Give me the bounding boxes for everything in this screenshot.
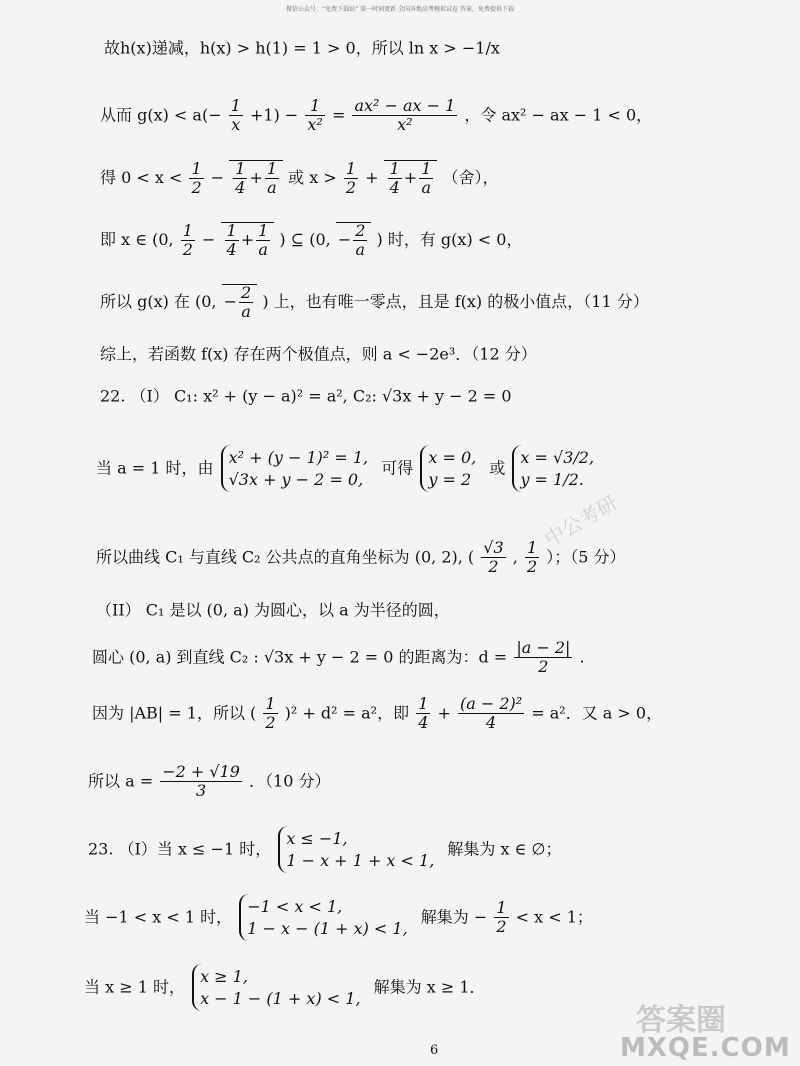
line-1: 故h(x)递减，h(x) > h(1) = 1 > 0，所以 ln x > −1/x bbox=[104, 38, 500, 58]
equation-system: x = √3/2, y = 1/2. bbox=[512, 445, 600, 492]
watermark-logo: 答案圈 bbox=[636, 1003, 726, 1038]
equation-system: −1 < x < 1, 1 − x − (1 + x) < 1, bbox=[239, 894, 413, 941]
line-14: 23. （I）当 x ≤ −1 时， x ≤ −1, 1 − x + 1 + x < 1, 解集为 x ∈ ∅； bbox=[88, 826, 561, 873]
line-10: （II） C₁ 是以 (0, a) 为圆心，以 a 为半径的圆， bbox=[96, 600, 450, 620]
header-note: 微信公众号：“免费下载站” 第一时间更新 全国各地高考模拟试卷 答案，免费提供下载 bbox=[286, 6, 514, 13]
sqrt: $\frac{1}{4}$ + $\frac{1}{a}$ bbox=[229, 160, 283, 196]
line-6: 综上，若函数 f(x) 存在两个极值点，则 a < −2e³．（12 分） bbox=[100, 344, 537, 364]
line-3: 得 0 < x < $\frac{1}{2}$ − $\frac{1}{4}$ + $\frac{1}{a}$ 或 x > $\frac{1}{2}$ + $\frac{1}{4}$ + $\frac{1}{a}$ （舍）， bbox=[100, 158, 499, 197]
faint-stamp: 中公考研 bbox=[540, 490, 622, 552]
line-13: 所以 a = $\frac{-2 + √19}{3}$ ．（10 分） bbox=[88, 762, 331, 800]
line-2: 从而 g(x) < a(− $\frac{1}{x}$ +1) − $\frac{1}{\text{x²}}$ = $\frac{\text{ax² − ax − 1}}{\text{x²}}$ ，令 ax² − ax − 1 < 0， bbox=[100, 96, 653, 134]
equation-system: x = 0, y = 2 bbox=[420, 445, 482, 492]
line-16: 当 x ≥ 1 时， x ≥ 1, x − 1 − (1 + x) < 1, 解集为 x ≥ 1． bbox=[84, 964, 486, 1011]
fraction: $\frac{1}{x}$ bbox=[230, 96, 241, 134]
line-7: 22. （I） C₁: x² + (y − a)² = a², C₂: √3x + y − 2 = 0 bbox=[100, 386, 512, 406]
equation-system: x ≤ −1, 1 − x + 1 + x < 1, bbox=[278, 826, 440, 873]
line-11: 圆心 (0, a) 到直线 C₂ : √3x + y − 2 = 0 的距离为：d = $\frac{|a - 2|}{2}$ . bbox=[92, 638, 585, 676]
equation-system: x ≥ 1, x − 1 − (1 + x) < 1, bbox=[192, 964, 366, 1011]
line-5: 所以 g(x) 在 (0, − $\frac{2}{a}$ ) 上，也有唯一零点，且是 f(x) 的极小值点，（11 分） bbox=[100, 283, 649, 321]
equation-system: x² + (y − 1)² = 1, √3x + y − 2 = 0, bbox=[221, 445, 375, 492]
line-15: 当 −1 < x < 1 时， −1 < x < 1, 1 − x − (1 + x) < 1, 解集为 − $\frac{1}{2}$ < x < 1； bbox=[84, 894, 593, 941]
page-number: 6 bbox=[430, 1043, 439, 1058]
line-9: 所以曲线 C₁ 与直线 C₂ 公共点的直角坐标为 (0, 2), ( $\frac{√3}{2}$ , $\frac{1}{2}$ ）；（5 分） bbox=[96, 538, 626, 576]
fraction: $\frac{1}{\text{x²}}$ bbox=[307, 96, 323, 134]
fraction: $\frac{\text{ax² − ax − 1}}{\text{x²}}$ bbox=[354, 96, 456, 134]
watermark-url: MXQE.COM bbox=[620, 1033, 791, 1063]
line-12: 因为 |AB| = 1，所以 ( $\frac{1}{2}$ )² + d² = a²，即 $\frac{1}{4}$ + $\frac{\text{(a − 2)²}}{4}$ = a²．又 a > 0， bbox=[92, 694, 663, 732]
line-4: 即 x ∈ (0, $\frac{1}{2}$ − $\frac{1}{4}$ + $\frac{1}{a}$ ) ⊆ (0, − $\frac{2}{a}$ ) 时，有 g(x) < 0， bbox=[100, 220, 523, 259]
line-8: 当 a = 1 时，由 x² + (y − 1)² = 1, √3x + y − 2 = 0, 可得 x = 0, y = 2 或 x = √3/2, y = 1/2. bbox=[96, 445, 602, 492]
